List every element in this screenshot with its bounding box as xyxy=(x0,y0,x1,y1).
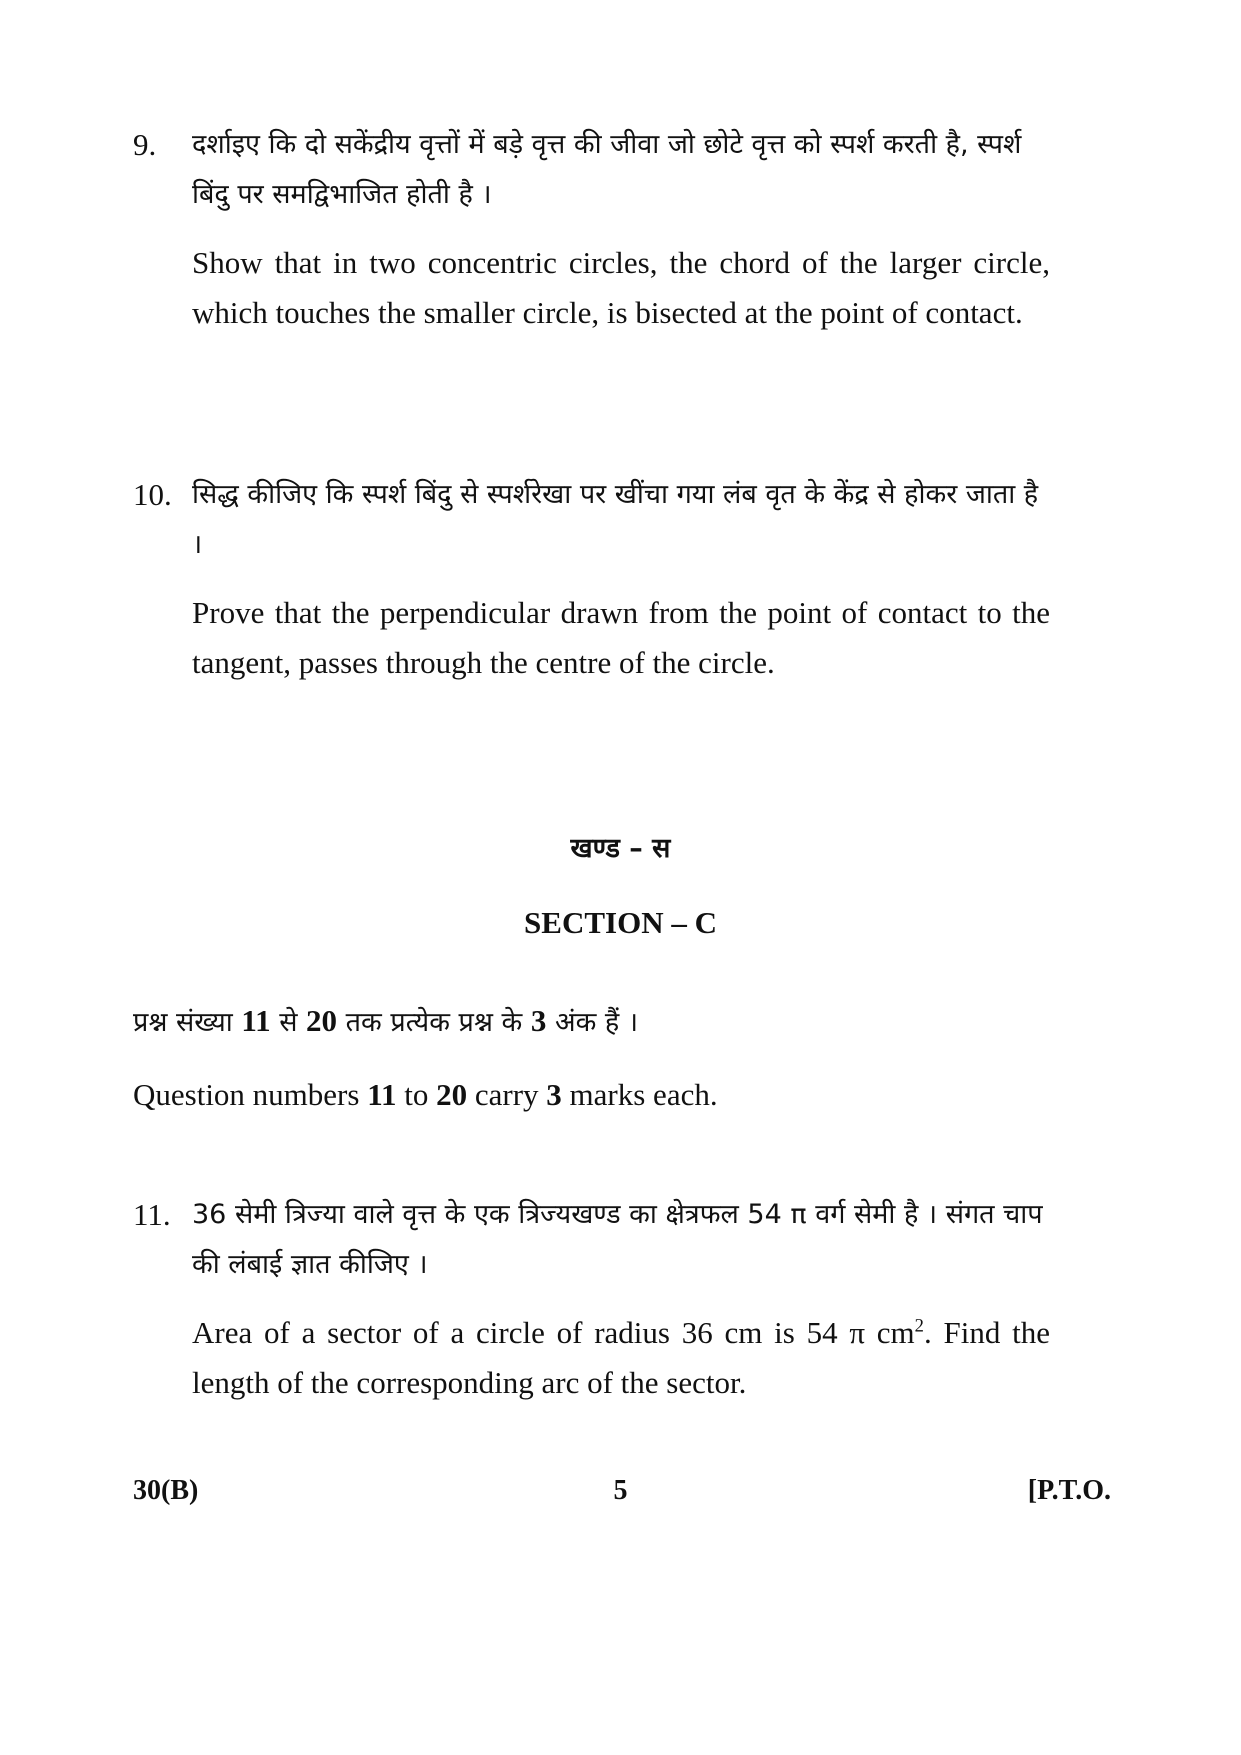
question-11-english xyxy=(192,1308,1050,1408)
question-11-english-part-1: Area of a sector of a circle of radius 36 cm is 54 π cm xyxy=(192,1315,915,1350)
question-11-number: 11. xyxy=(133,1197,171,1232)
instr-hi-text-1: प्रश्न संख्या xyxy=(133,1007,242,1038)
question-11-english-part-2: . Find the length of the corresponding arc of the sector. xyxy=(192,1315,1050,1400)
question-9-hindi: दर्शाइए कि दो सकेंद्रीय वृत्तों में बड़े वृत्त की जीवा जो छोटे वृत्त को स्पर्श करती है, स्पर्श बिंदु पर समद्विभाजित होती है । xyxy=(192,129,1022,210)
question-9-number: 9. xyxy=(133,127,157,162)
instr-en-text-1: Question numbers xyxy=(133,1077,368,1112)
footer-page-number: 5 xyxy=(613,1475,628,1506)
question-9-body xyxy=(192,120,1050,338)
instr-en-text-4: marks each. xyxy=(561,1077,718,1112)
instr-hi-text-4: अंक हैं । xyxy=(546,1007,639,1038)
section-instruction-english xyxy=(133,1077,718,1113)
instr-en-num-3: 3 xyxy=(546,1077,562,1112)
instr-hi-num-2: 20 xyxy=(306,1003,338,1038)
instr-en-num-1: 11 xyxy=(367,1077,397,1112)
question-10-hindi: सिद्ध कीजिए कि स्पर्श बिंदु से स्पर्शरेखा पर खींचा गया लंब वृत के केंद्र से होकर जाता है । xyxy=(192,479,1039,560)
instr-en-num-2: 20 xyxy=(436,1077,468,1112)
footer-paper-code: 30(B) xyxy=(133,1475,199,1506)
instr-hi-text-3: तक प्रत्येक प्रश्न के xyxy=(337,1007,531,1038)
question-10-english: Prove that the perpendicular drawn from the point of contact to the tangent, passes through the centre of the circle. xyxy=(192,595,1050,680)
footer-pto: [P.T.O. xyxy=(1027,1475,1111,1506)
section-title-hindi: खण्ड – स xyxy=(570,833,671,864)
section-instruction-hindi xyxy=(133,1002,638,1039)
question-10-body xyxy=(192,470,1050,688)
instr-en-text-3: carry xyxy=(467,1077,547,1112)
section-title-english: SECTION – C xyxy=(524,905,717,940)
instr-en-text-2: to xyxy=(396,1077,437,1112)
question-11-body xyxy=(192,1190,1050,1408)
instr-hi-text-2: से xyxy=(270,1007,307,1038)
question-11-superscript: 2 xyxy=(914,1315,924,1337)
instr-hi-num-3: 3 xyxy=(530,1003,547,1038)
instr-hi-num-1: 11 xyxy=(241,1003,271,1038)
question-10-number: 10. xyxy=(133,477,172,512)
question-11-hindi: 36 सेमी त्रिज्या वाले वृत्त के एक त्रिज्यखण्ड का क्षेत्रफल 54 π वर्ग सेमी है । संगत चाप की लंबाई ज्ञात कीजिए । xyxy=(192,1199,1043,1280)
question-9-english: Show that in two concentric circles, the chord of the larger circle, which touches the smaller circle, is bisected at the point of contact. xyxy=(192,245,1050,330)
